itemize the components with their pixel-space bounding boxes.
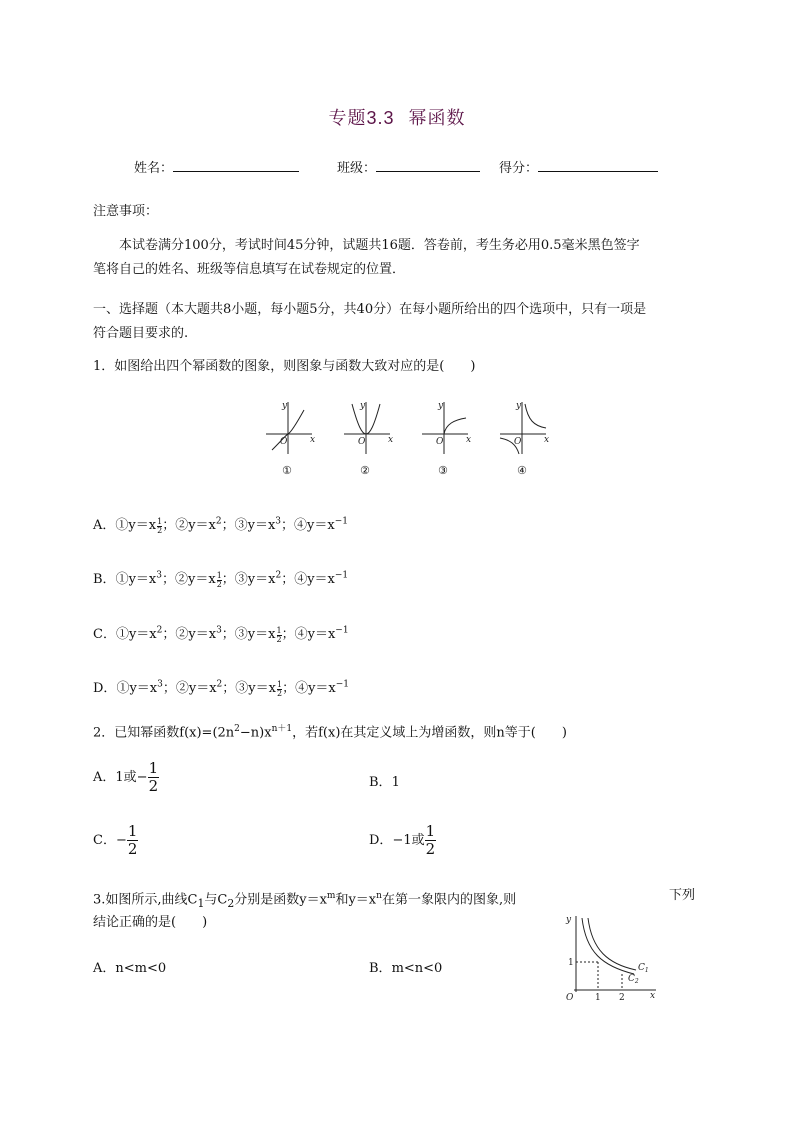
notice-heading: 注意事项：	[93, 204, 159, 219]
class-field[interactable]	[337, 157, 480, 176]
class-label: 班级：	[337, 161, 377, 176]
g1-origin: O	[280, 437, 288, 447]
title-number: 专题3.3	[328, 108, 395, 128]
q3-stem-line-2: 结论正确的是( )	[93, 915, 208, 930]
section-1-line-2: 符合题目要求的.	[93, 326, 189, 341]
name-field[interactable]	[134, 157, 299, 176]
score-label: 得分：	[499, 161, 539, 176]
g1-y-label: y	[282, 401, 288, 411]
graph-label-2: ②	[360, 464, 370, 477]
q3-option-b[interactable]: B．m<n<0	[369, 961, 443, 976]
q3-x-two: 2	[619, 993, 625, 1002]
section-1-line-1: 一、选择题（本大题共8小题，每小题5分，共40分）在每小题所给出的四个选项中，只有一项是	[93, 302, 647, 317]
g3-x-label: x	[466, 435, 472, 445]
title-text: 幂函数	[408, 108, 466, 129]
name-blank[interactable]	[173, 159, 299, 172]
q3-y-label: y	[566, 915, 572, 925]
q3-c2-label: $C_2$	[628, 974, 639, 985]
graph-label-1: ①	[282, 464, 292, 477]
q2-option-d[interactable]: D．−1或 $\frac{1}{2}$	[369, 822, 436, 858]
q3-stem-tail: 下列	[669, 888, 696, 903]
q3-origin: O	[566, 993, 574, 1002]
q3-option-a[interactable]: A．n<m<0	[93, 961, 167, 976]
graph-label-4: ④	[517, 464, 527, 477]
q2-stem: 2．已知幂函数$f(x)=(2n^2-n)x^{n+1}$，若f(x)在其定义域上为增函数，则n等于( )	[93, 724, 567, 741]
q3-c1-label: $C_1$	[638, 963, 649, 974]
name-label: 姓名：	[134, 161, 174, 176]
q3-x-label: x	[650, 991, 656, 1001]
q1-stem: 1．如图给出四个幂函数的图象，则图象与函数大致对应的是( )	[93, 359, 476, 374]
q1-option-c[interactable]: C．$①y=x^2$；$②y=x^3$；③y＝x $\frac{1}{2}$ ；$④y=x^{-1}$	[93, 625, 349, 644]
g3-y-label: y	[438, 401, 444, 411]
graph-label-3: ③	[438, 464, 448, 477]
g4-x-label: x	[544, 435, 550, 445]
q2-option-a[interactable]: A．1或− $\frac{1}{2}$	[93, 759, 159, 795]
g4-y-label: y	[516, 401, 522, 411]
page-title	[0, 104, 794, 130]
q3-x-one: 1	[595, 993, 601, 1002]
q3-stem: 3.如图所示,曲线$C_1$与$C_2$分别是函数$y=x^m$和$y=x^n$在第一象限内的图象,则	[93, 891, 517, 910]
q1-option-a[interactable]: A．①y＝x $\frac{1}{2}$ ；$②y=x^2$；$③y=x^3$；$④y=x^{-1}$	[93, 516, 348, 535]
q1-option-b[interactable]: B．$①y=x^3$；②y＝x $\frac{1}{2}$ ；$③y=x^2$；$④y=x^{-1}$	[93, 570, 349, 589]
g1-x-label: x	[310, 435, 316, 445]
q1-option-d[interactable]: D．$①y=x^3$；$②y=x^2$；③y＝x $\frac{1}{2}$ ；$④y=x^{-1}$	[93, 679, 350, 698]
q1-graphs	[258, 396, 558, 458]
notice-line-1: 本试卷满分100分，考试时间45分钟，试题共16题．答卷前，考生务必用0.5毫米黑色签字	[119, 238, 640, 253]
q2-option-b[interactable]: B．1	[369, 775, 400, 790]
notice-line-2: 笔将自己的姓名、班级等信息填写在试卷规定的位置．	[93, 262, 406, 277]
g2-y-label: y	[360, 401, 366, 411]
class-blank[interactable]	[376, 159, 480, 172]
q2-option-c[interactable]: C．− $\frac{1}{2}$	[93, 822, 138, 858]
q3-graph	[562, 912, 662, 1002]
g4-origin: O	[514, 437, 522, 447]
g2-x-label: x	[388, 435, 394, 445]
g3-origin: O	[436, 437, 444, 447]
score-field[interactable]	[499, 157, 658, 176]
q3-y-one: 1	[568, 958, 574, 968]
g2-origin: O	[358, 437, 366, 447]
score-blank[interactable]	[538, 159, 658, 172]
